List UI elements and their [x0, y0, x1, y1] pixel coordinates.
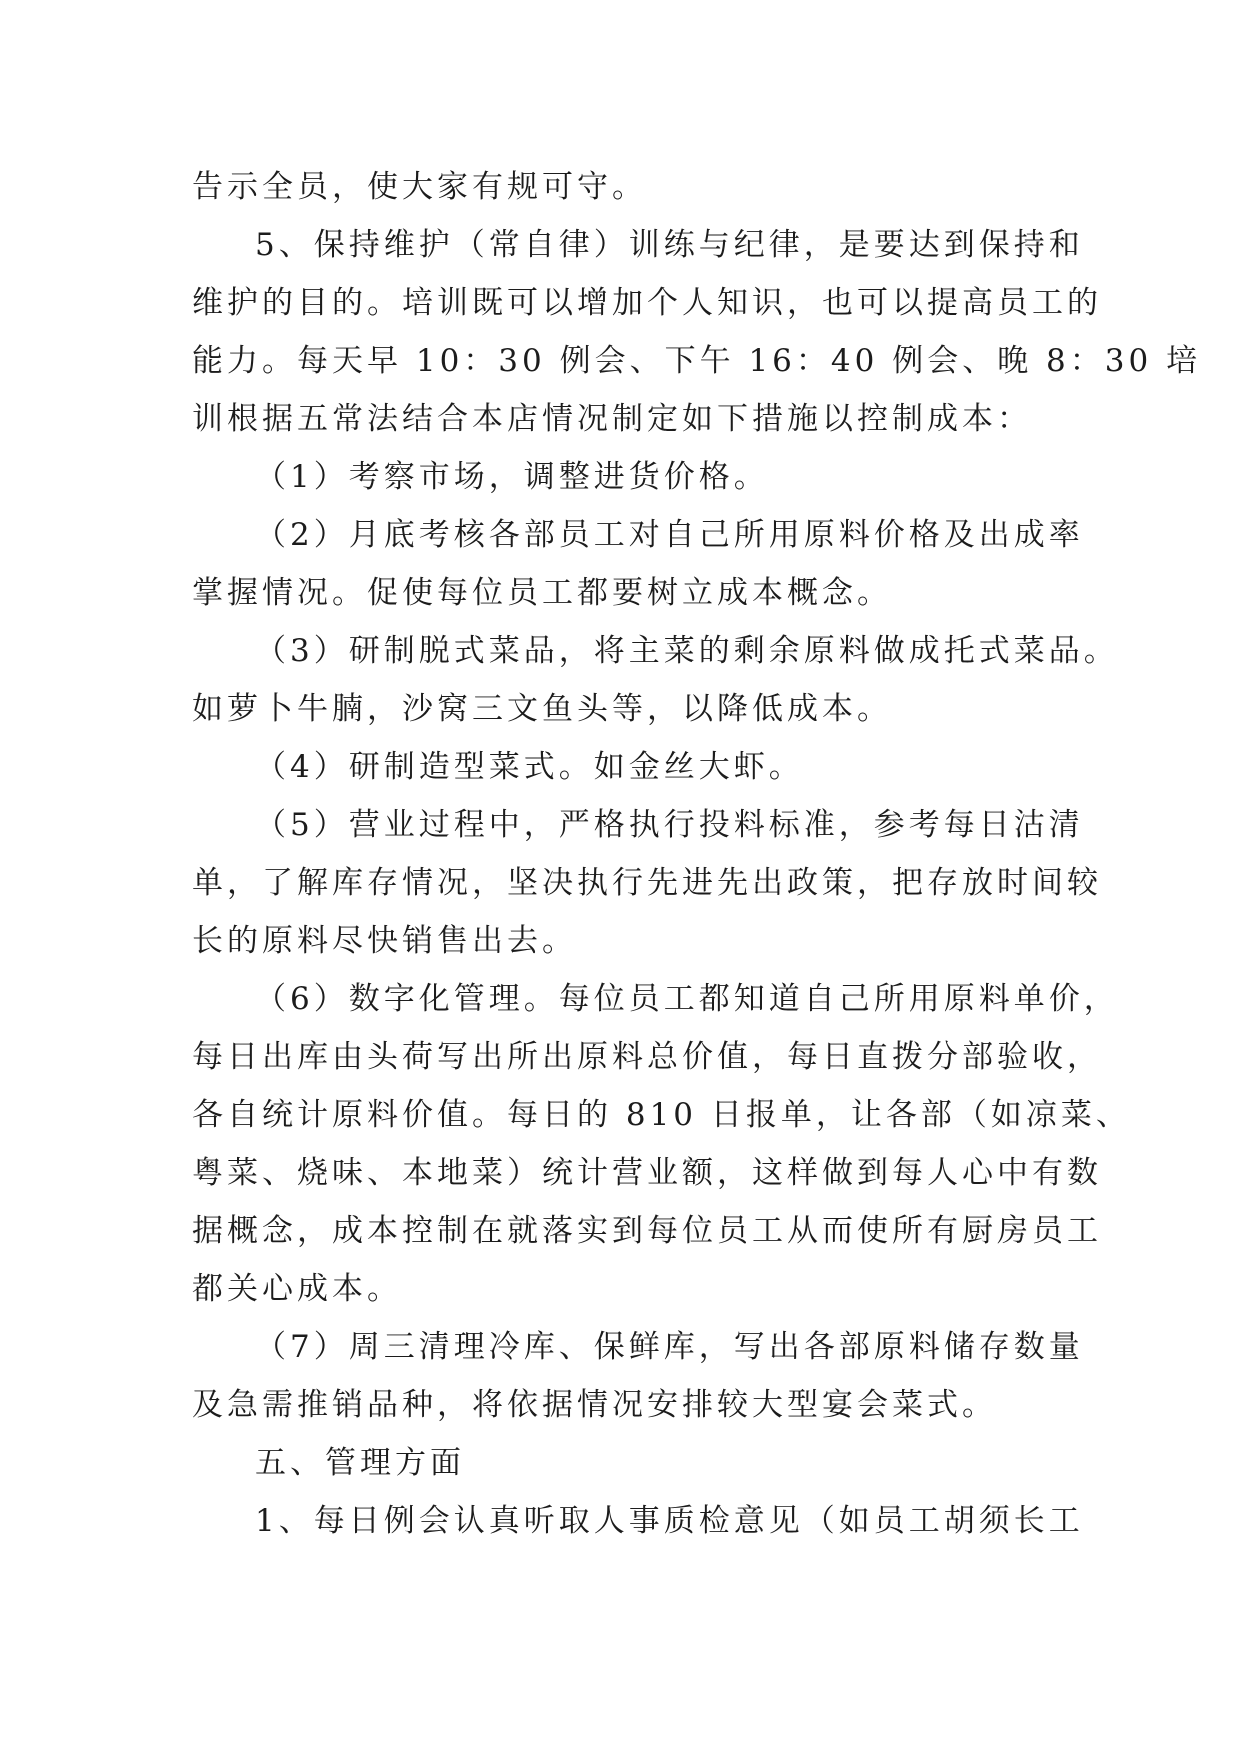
- text-line-24: 1、每日例会认真听取人事质检意见（如员工胡须长工: [255, 1503, 1084, 1539]
- text-line-9: （3）研制脱式菜品，将主菜的剩余原料做成托式菜品。: [255, 633, 1119, 669]
- text-line-16: 每日出库由头荷写出所出原料总价值，每日直拨分部验收，: [192, 1039, 1102, 1075]
- text-line-19: 据概念，成本控制在就落实到每位员工从而使所有厨房员工: [192, 1213, 1102, 1249]
- text-line-7: （2）月底考核各部员工对自己所用原料价格及出成率: [255, 517, 1084, 553]
- text-line-1: 告示全员，使大家有规可守。: [192, 169, 647, 205]
- text-line-11: （4）研制造型菜式。如金丝大虾。: [255, 749, 804, 785]
- text-line-5: 训根据五常法结合本店情况制定如下措施以控制成本：: [192, 401, 1032, 437]
- text-line-3: 维护的目的。培训既可以增加个人知识，也可以提高员工的: [192, 285, 1102, 321]
- text-line-20: 都关心成本。: [192, 1271, 402, 1307]
- text-line-17: 各自统计原料价值。每日的 810 日报单，让各部（如凉菜、: [192, 1097, 1131, 1133]
- text-line-6: （1）考察市场，调整进货价格。: [255, 459, 769, 495]
- text-line-8: 掌握情况。促使每位员工都要树立成本概念。: [192, 575, 892, 611]
- text-line-18: 粤菜、烧味、本地菜）统计营业额，这样做到每人心中有数: [192, 1155, 1102, 1191]
- text-line-12: （5）营业过程中，严格执行投料标准，参考每日沽清: [255, 807, 1084, 843]
- text-line-21: （7）周三清理冷库、保鲜库，写出各部原料储存数量: [255, 1329, 1084, 1365]
- section-heading: 五、管理方面: [255, 1445, 465, 1481]
- text-line-15: （6）数字化管理。每位员工都知道自己所用原料单价，: [255, 981, 1119, 1017]
- text-line-14: 长的原料尽快销售出去。: [192, 923, 577, 959]
- text-line-13: 单，了解库存情况，坚决执行先进先出政策，把存放时间较: [192, 865, 1102, 901]
- text-line-10: 如萝卜牛腩，沙窝三文鱼头等，以降低成本。: [192, 691, 892, 727]
- text-line-22: 及急需推销品种，将依据情况安排较大型宴会菜式。: [192, 1387, 997, 1423]
- text-line-4: 能力。每天早 10：30 例会、下午 16：40 例会、晚 8：30 培: [192, 343, 1202, 379]
- text-line-2: 5、保持维护（常自律）训练与纪律，是要达到保持和: [255, 227, 1084, 263]
